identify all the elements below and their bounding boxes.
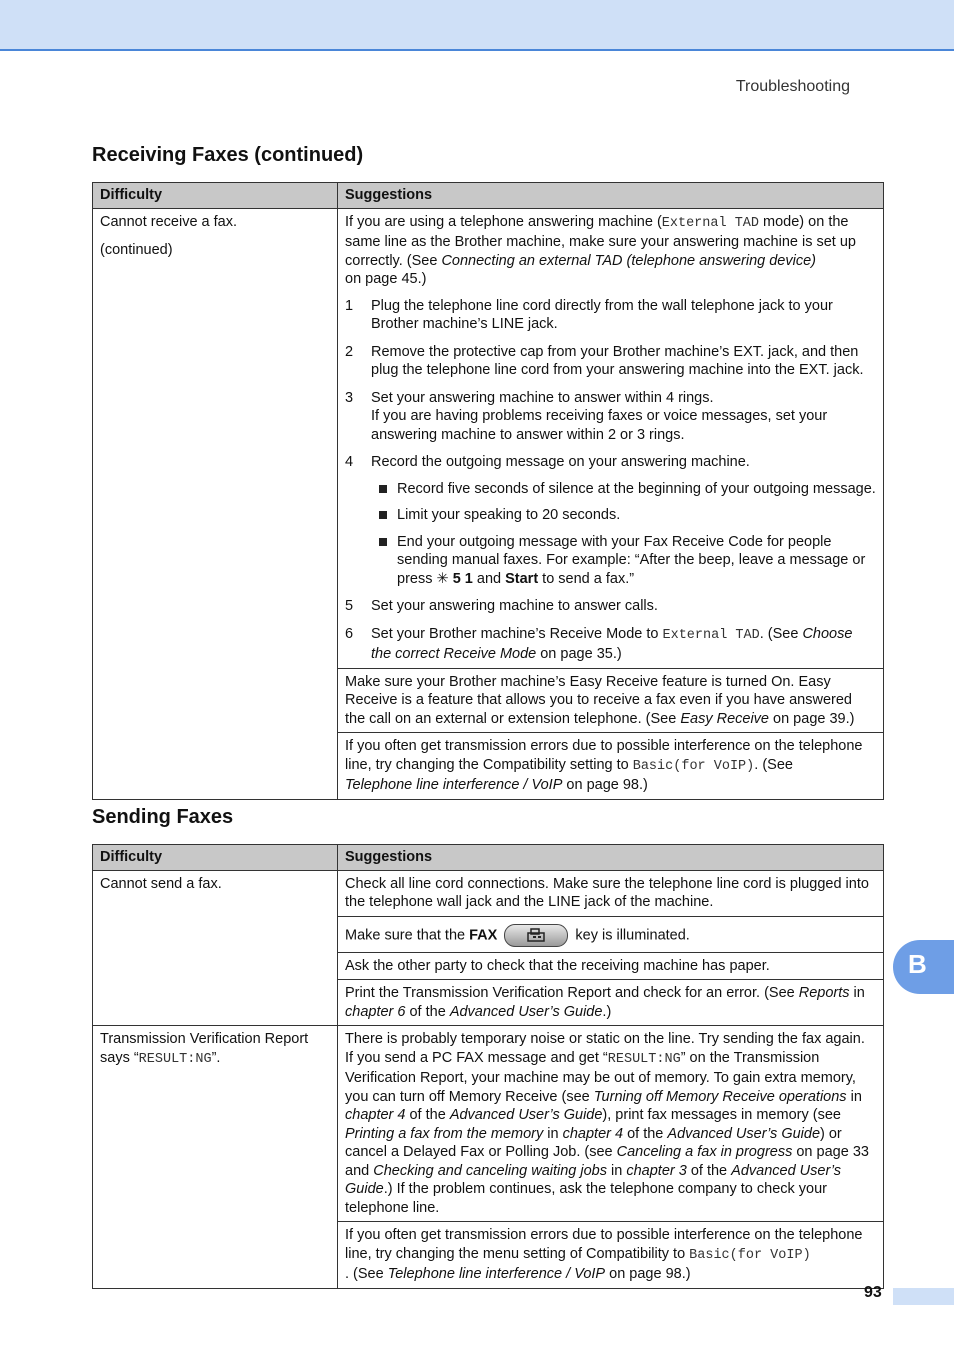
running-title: Troubleshooting [735,78,850,95]
step-item: 2 Remove the protective cap from your Brother machine’s EXT. jack, and then plug the telephone line cord from your answering machine into the EXT. jack. [345,343,864,378]
step-item: 3 Set your answering machine to answer within 4 rings. If you are having problems receiving faxes or voice messages, set your answering machine to answer within 2 or 3 rings. [345,389,828,443]
bullet-item: Limit your speaking to 20 seconds. [371,506,876,525]
appendix-letter: B [908,949,927,979]
suggestion-intro: If you are using a telephone answering machine (External TAD mode) on the same line as the Brother machine, make sure your answering machine is set up correctly. (See Connecting an external TAD (telephone answering device) on page 45.) [345,213,856,287]
square-bullet-icon [379,485,387,493]
star-key-icon: ✳ [436,570,449,587]
suggestion-cell: If you often get transmission errors due to possible interference on the telephone line, try changing the Compatibility setting to Basic(for VoIP). (See Telephone line interference / VoIP on page 98.) [338,733,884,800]
suggestion-cell: Ask the other party to check that the receiving machine has paper. [338,952,884,980]
square-bullet-icon [379,511,387,519]
page-number: 93 [864,1284,882,1301]
suggestion-cell: Check all line cord connections. Make sure the telephone line cord is plugged into the telephone wall jack and the LINE jack of the machine. [338,870,884,916]
bullet-item: End your outgoing message with your Fax Receive Code for people sending manual faxes. For example: “After the beep, leave a message or press ✳ 5 1 and Start to send a fax.” [371,533,876,589]
col-suggestions: Suggestions [338,845,884,871]
footer-bar [893,1288,954,1305]
suggestion-cell [338,208,884,668]
suggestion-cell: There is probably temporary noise or static on the line. Try sending the fax again. If you send a PC FAX message and get “RESULT:NG” on the Transmission Verification Report, your machine may be out of memory. To gain extra memory, you can turn off Memory Receive (see Turning off Memory Receive operations in chapter 4 of the Advanced User’s Guide), print fax messages in memory (see Printing a fax from the memory in chapter 4 of the Advanced User’s Guide) or cancel a Delayed Fax or Polling Job. (see Canceling a fax in progress on page 33 and Checking and canceling waiting jobs in chapter 3 of the Advanced User’s Guide.) If the problem continues, ask the telephone company to check your telephone line. [338,1026,884,1222]
receiving-heading: Receiving Faxes (continued) [92,144,364,166]
suggestion-cell: Make sure your Brother machine’s Easy Receive feature is turned On. Easy Receive is a feature that allows you to receive a fax even if you have answered the call on an external or extension telephone. (See Easy Receive on page 39.) [338,668,884,733]
header-bar [0,0,954,51]
col-difficulty: Difficulty [93,845,338,871]
difficulty-text: Cannot receive a fax. [100,213,238,230]
suggestion-cell: If you often get transmission errors due to possible interference on the telephone line, try changing the menu setting of Compatibility to Basic(for VoIP) . (See Telephone line interference / VoIP on page 98.) [338,1222,884,1289]
step-item: 1 Plug the telephone line cord directly from the wall telephone jack to your Brother machine’s LINE jack. [345,297,833,332]
col-difficulty: Difficulty [93,183,338,209]
suggestion-cell: Make sure that the FAX key is illuminated. [338,916,884,952]
step-item: 6 Set your Brother machine’s Receive Mode to External TAD. (See Choose the correct Receive Mode on page 35.) [345,625,853,662]
difficulty-cell: Cannot send a fax. [93,870,338,1026]
col-suggestions: Suggestions [338,183,884,209]
suggestion-cell: Print the Transmission Verification Report and check for an error. (See Reports in chapter 6 of the Advanced User’s Guide.) [338,980,884,1026]
step-item: 5 Set your answering machine to answer calls. [345,598,658,614]
fax-key-icon [504,924,568,947]
appendix-tab [893,940,954,994]
step-list [345,297,876,664]
sending-heading: Sending Faxes [92,806,234,828]
difficulty-cell [93,208,338,799]
step-item: 4 Record the outgoing message on your answering machine. Record five seconds of silence at the beginning of your outgoing message. Limit your speaking to 20 seconds. End your outgoing message with your Fax Receive Code for people sending manual faxes. For example: “After the beep, leave a message or press ✳ 5 1 and Start to send a fax.” [345,454,876,587]
square-bullet-icon [379,538,387,546]
bullet-item: Record five seconds of silence at the beginning of your outgoing message. [371,480,876,499]
difficulty-cell: Transmission Verification Report says “RESULT:NG”. [93,1026,338,1289]
difficulty-continued: (continued) [100,242,173,258]
receiving-table [92,182,884,800]
sending-table [92,844,884,1289]
